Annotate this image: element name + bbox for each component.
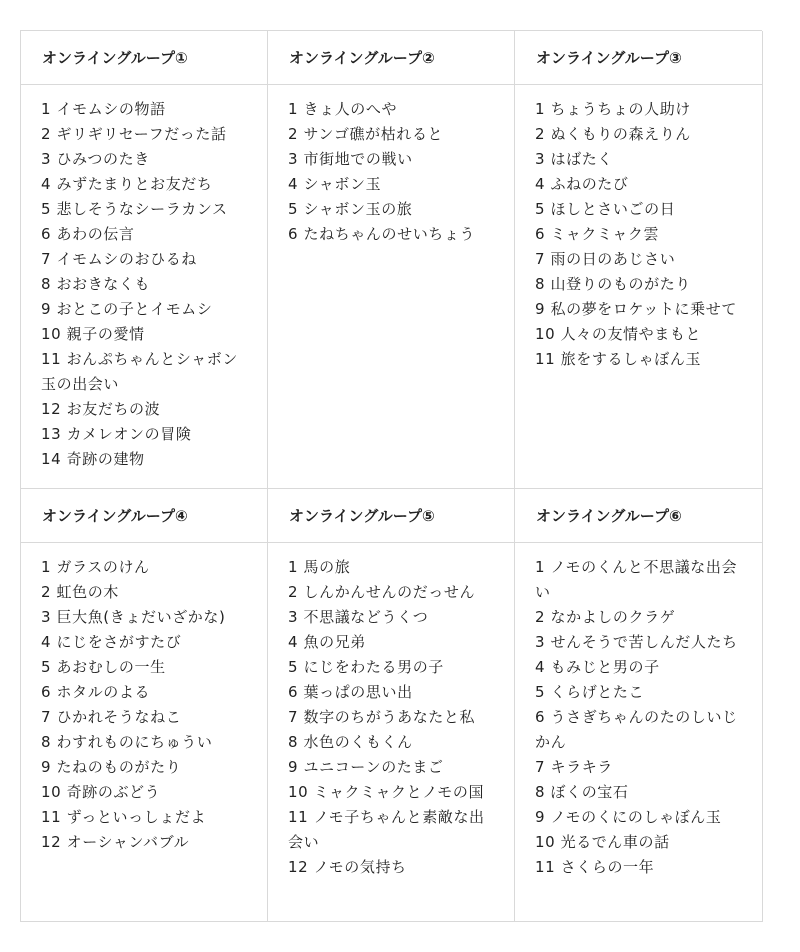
list-item: 9 私の夢をロケットに乗せて xyxy=(535,300,737,318)
list-item: 3 市街地での戦い xyxy=(288,150,413,168)
list-item: 5 悲しそうなシーラカンス xyxy=(41,200,228,218)
list-item: 3 はばたく xyxy=(535,150,613,168)
groups-table xyxy=(20,30,762,922)
group-4-list-cell xyxy=(21,543,268,922)
group-5-list xyxy=(288,555,494,880)
list-item: 14 奇跡の建物 xyxy=(41,450,145,468)
list-item: 1 きょ人のへや xyxy=(288,100,398,118)
list-item: 2 虹色の木 xyxy=(41,583,119,601)
list-item: 7 キラキラ xyxy=(535,758,613,776)
list-item: 12 ノモの気持ち xyxy=(288,858,407,876)
list-item: 10 人々の友情やまもと xyxy=(535,325,702,343)
list-item: 4 魚の兄弟 xyxy=(288,633,366,651)
list-item: 8 ぼくの宝石 xyxy=(535,783,629,801)
group-5-title: オンライングループ⑤ xyxy=(268,489,515,543)
list-item: 2 なかよしのクラゲ xyxy=(535,608,676,626)
list-item: 10 ミャクミャクとノモの国 xyxy=(288,783,485,801)
list-item: 4 ふねのたび xyxy=(535,175,629,193)
list-item: 4 もみじと男の子 xyxy=(535,658,660,676)
list-item: 5 シャボン玉の旅 xyxy=(288,200,413,218)
list-item: 6 ホタルのよる xyxy=(41,683,151,701)
list-item: 3 巨大魚(きょだいざかな) xyxy=(41,608,226,626)
header-row-2 xyxy=(21,489,762,543)
list-item: 9 ユニコーンのたまご xyxy=(288,758,444,776)
list-item: 1 イモムシの物語 xyxy=(41,100,166,118)
list-item: 2 サンゴ礁が枯れると xyxy=(288,125,444,143)
list-item: 6 葉っぱの思い出 xyxy=(288,683,413,701)
list-item: 7 ひかれそうなねこ xyxy=(41,708,182,726)
list-item: 1 ガラスのけん xyxy=(41,558,150,576)
group-6-list xyxy=(535,555,742,880)
list-item: 3 せんそうで苦しんだ人たち xyxy=(535,633,738,651)
list-item: 4 にじをさがすたび xyxy=(41,633,182,651)
list-item: 12 オーシャンバブル xyxy=(41,833,190,851)
list-item: 8 水色のくもくん xyxy=(288,733,413,751)
list-item: 1 ちょうちょの人助け xyxy=(535,100,691,118)
list-item: 9 ノモのくにのしゃぼん玉 xyxy=(535,808,722,826)
group-5-list-cell xyxy=(268,543,515,922)
list-item: 11 おんぷちゃんとシャボン玉の出会い xyxy=(41,350,238,393)
body-row-1 xyxy=(21,85,762,489)
list-item: 6 うさぎちゃんのたのしいじかん xyxy=(535,708,738,751)
list-item: 13 カメレオンの冒険 xyxy=(41,425,192,443)
list-item: 8 わすれものにちゅうい xyxy=(41,733,213,751)
group-1-title: オンライングループ① xyxy=(21,31,268,85)
list-item: 1 馬の旅 xyxy=(288,558,351,576)
list-item: 7 数字のちがうあなたと私 xyxy=(288,708,476,726)
group-3-title: オンライングループ③ xyxy=(515,31,763,85)
list-item: 8 山登りのものがたり xyxy=(535,275,691,293)
list-item: 5 ほしとさいごの日 xyxy=(535,200,676,218)
list-item: 6 あわの伝言 xyxy=(41,225,135,243)
list-item: 4 シャボン玉 xyxy=(288,175,382,193)
list-item: 11 旅をするしゃぼん玉 xyxy=(535,350,702,368)
group-2-title: オンライングループ② xyxy=(268,31,515,85)
body-row-2 xyxy=(21,543,762,922)
list-item: 2 しんかんせんのだっせん xyxy=(288,583,476,601)
list-item: 5 にじをわたる男の子 xyxy=(288,658,444,676)
list-item: 11 さくらの一年 xyxy=(535,858,655,876)
list-item: 1 ノモのくんと不思議な出会い xyxy=(535,558,738,601)
list-item: 2 ギリギリセーフだった話 xyxy=(41,125,227,143)
list-item: 4 みずたまりとお友だち xyxy=(41,175,213,193)
list-item: 10 奇跡のぶどう xyxy=(41,783,161,801)
list-item: 7 雨の日のあじさい xyxy=(535,250,676,268)
group-1-list-cell xyxy=(21,85,268,489)
list-item: 10 光るでん車の話 xyxy=(535,833,670,851)
list-item: 10 親子の愛情 xyxy=(41,325,145,343)
group-2-list-cell xyxy=(268,85,515,489)
group-4-title: オンライングループ④ xyxy=(21,489,268,543)
group-6-list-cell xyxy=(515,543,763,922)
list-item: 9 おとこの子とイモムシ xyxy=(41,300,213,318)
group-1-list xyxy=(41,97,247,472)
list-item: 11 ノモ子ちゃんと素敵な出会い xyxy=(288,808,485,851)
group-2-list xyxy=(288,97,494,247)
list-item: 6 たねちゃんのせいちょう xyxy=(288,225,476,243)
list-item: 5 くらげとたこ xyxy=(535,683,645,701)
list-item: 5 あおむしの一生 xyxy=(41,658,166,676)
group-4-list xyxy=(41,555,247,855)
list-item: 6 ミャクミャク雲 xyxy=(535,225,660,243)
group-6-title: オンライングループ⑥ xyxy=(515,489,763,543)
list-item: 12 お友だちの波 xyxy=(41,400,161,418)
group-3-list-cell xyxy=(515,85,763,489)
list-item: 3 ひみつのたき xyxy=(41,150,150,168)
list-item: 3 不思議などうくつ xyxy=(288,608,429,626)
group-3-list xyxy=(535,97,742,372)
list-item: 11 ずっといっしょだよ xyxy=(41,808,207,826)
list-item: 7 イモムシのおひるね xyxy=(41,250,197,268)
list-item: 8 おおきなくも xyxy=(41,275,151,293)
list-item: 2 ぬくもりの森えりん xyxy=(535,125,691,143)
header-row-1 xyxy=(21,31,762,85)
list-item: 9 たねのものがたり xyxy=(41,758,182,776)
